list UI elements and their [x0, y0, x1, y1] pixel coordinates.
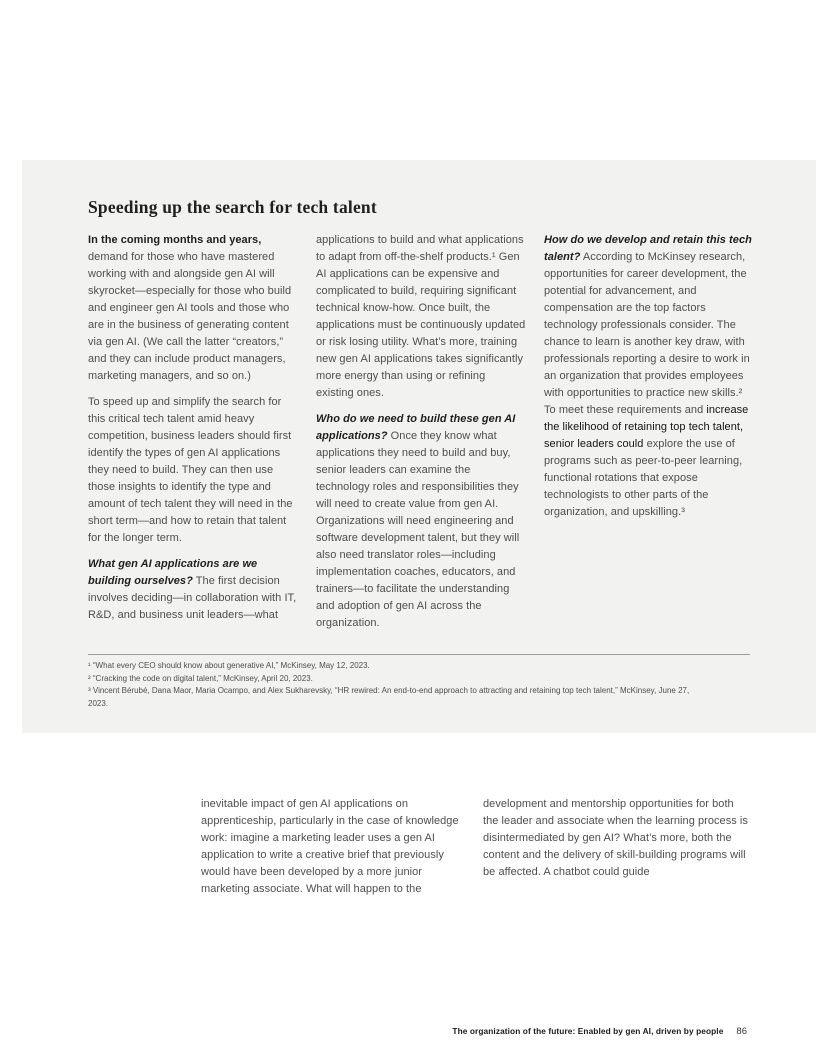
footnote-2: ² “Cracking the code on digital talent,” McKinsey, April 20, 2023. [88, 673, 313, 683]
paragraph-lead-bold-italic: What gen AI applications are we building ourselves? [88, 558, 258, 587]
footer-title: The organization of the future: Enabled by gen AI, driven by people [452, 1026, 724, 1036]
paragraph-text: According to McKinsey research, opportunities for career development, the potential for advancement, and compensation are the top factors technology professionals consider. The chance to learn is another key draw, with professionals reporting a desire to work in an organization that provides employees with opportunities to practice new skills.² To meet these requirements and [544, 251, 750, 416]
paragraph-text: applications to build and what applications to adapt from off-the-shelf products.¹ Gen AI applications can be expensive and complicated to build, requiring significant technical know-how. Once built, the applications must be continuously updated or risk losing utility. What’s more, training new gen AI applications takes significantly more energy than using or refining existing ones. [316, 234, 526, 399]
paragraph-lead-bold-italic: How do we develop and retain this tech talent? [544, 234, 752, 263]
paragraph [88, 556, 298, 624]
footnote-1: ¹ “What every CEO should know about generative AI,” McKinsey, May 12, 2023. [88, 661, 370, 670]
paragraph-text: demand for those who have mastered working with and alongside gen AI will skyrocket—especially for those who build and engineer gen AI tools and those who are in the business of generating content via gen AI. (We call the latter “creators,” and they can include product managers, marketing managers, and so on.) [88, 251, 292, 382]
body-column-left: inevitable impact of gen AI applications on apprenticeship, particularly in the case of knowledge work: imagine a marketing leader uses a gen AI application to write a creative brief that previously would have been developed by a more junior marketing associate. What will happen to the [201, 798, 459, 895]
paragraph-text: Once they know what applications they need to build and buy, senior leaders can examine the technology roles and responsibilities they will need to create value from gen AI. Organizations will need engineering and software development talent, but they will also need translator roles—including implementation coaches, educators, and trainers—to facilitate the understanding and adoption of gen AI across the organization. [316, 430, 520, 629]
panel-column-1 [88, 232, 298, 641]
paragraph-emphasis-dark: increase the likelihood of retaining top tech talent, senior leaders could [544, 404, 749, 450]
page-number: 86 [736, 1026, 747, 1037]
page-footer [452, 1026, 747, 1037]
panel-columns [88, 232, 754, 641]
body-column-right: development and mentorship opportunities for both the leader and associate when the learning process is disintermediated by gen AI? What’s more, both the content and the delivery of skill-building programs will be affected. A chatbot could guide [483, 798, 748, 878]
paragraph-text: explore the use of programs such as peer-to-peer learning, functional rotations that expose technologists to other parts of the organization, and upskilling.³ [544, 438, 743, 518]
paragraph [316, 232, 526, 402]
footnotes [88, 660, 698, 710]
panel-heading: Speeding up the search for tech talent [88, 196, 377, 217]
paragraph [88, 394, 298, 547]
footnote-3: ³ Vincent Bérubé, Dana Maor, Maria Ocampo, and Alex Sukharevsky, “HR rewired: An end-to-end approach to attracting and retaining top tech talent,” McKinsey, June 27, 2023. [88, 686, 690, 708]
paragraph-lead-bold: In the coming months and years, [88, 234, 262, 246]
paragraph-text: To speed up and simplify the search for this critical tech talent amid heavy competition, business leaders should first identify the types of gen AI applications they need to build. They can then use those insights to identify the type and amount of tech talent they will need in the short term—and how to retain that talent for the longer term. [88, 396, 293, 544]
paragraph [88, 232, 298, 385]
paragraph [544, 232, 754, 521]
panel-column-3 [544, 232, 754, 641]
panel-column-2 [316, 232, 526, 641]
sidebar-panel [22, 160, 816, 733]
footnote-divider [88, 654, 750, 655]
paragraph-lead-bold-italic: Who do we need to build these gen AI applications? [316, 413, 516, 442]
paragraph [316, 411, 526, 632]
body-columns [201, 796, 751, 898]
paragraph-text: The first decision involves deciding—in collaboration with IT, R&D, and business unit leaders—what [88, 575, 297, 621]
